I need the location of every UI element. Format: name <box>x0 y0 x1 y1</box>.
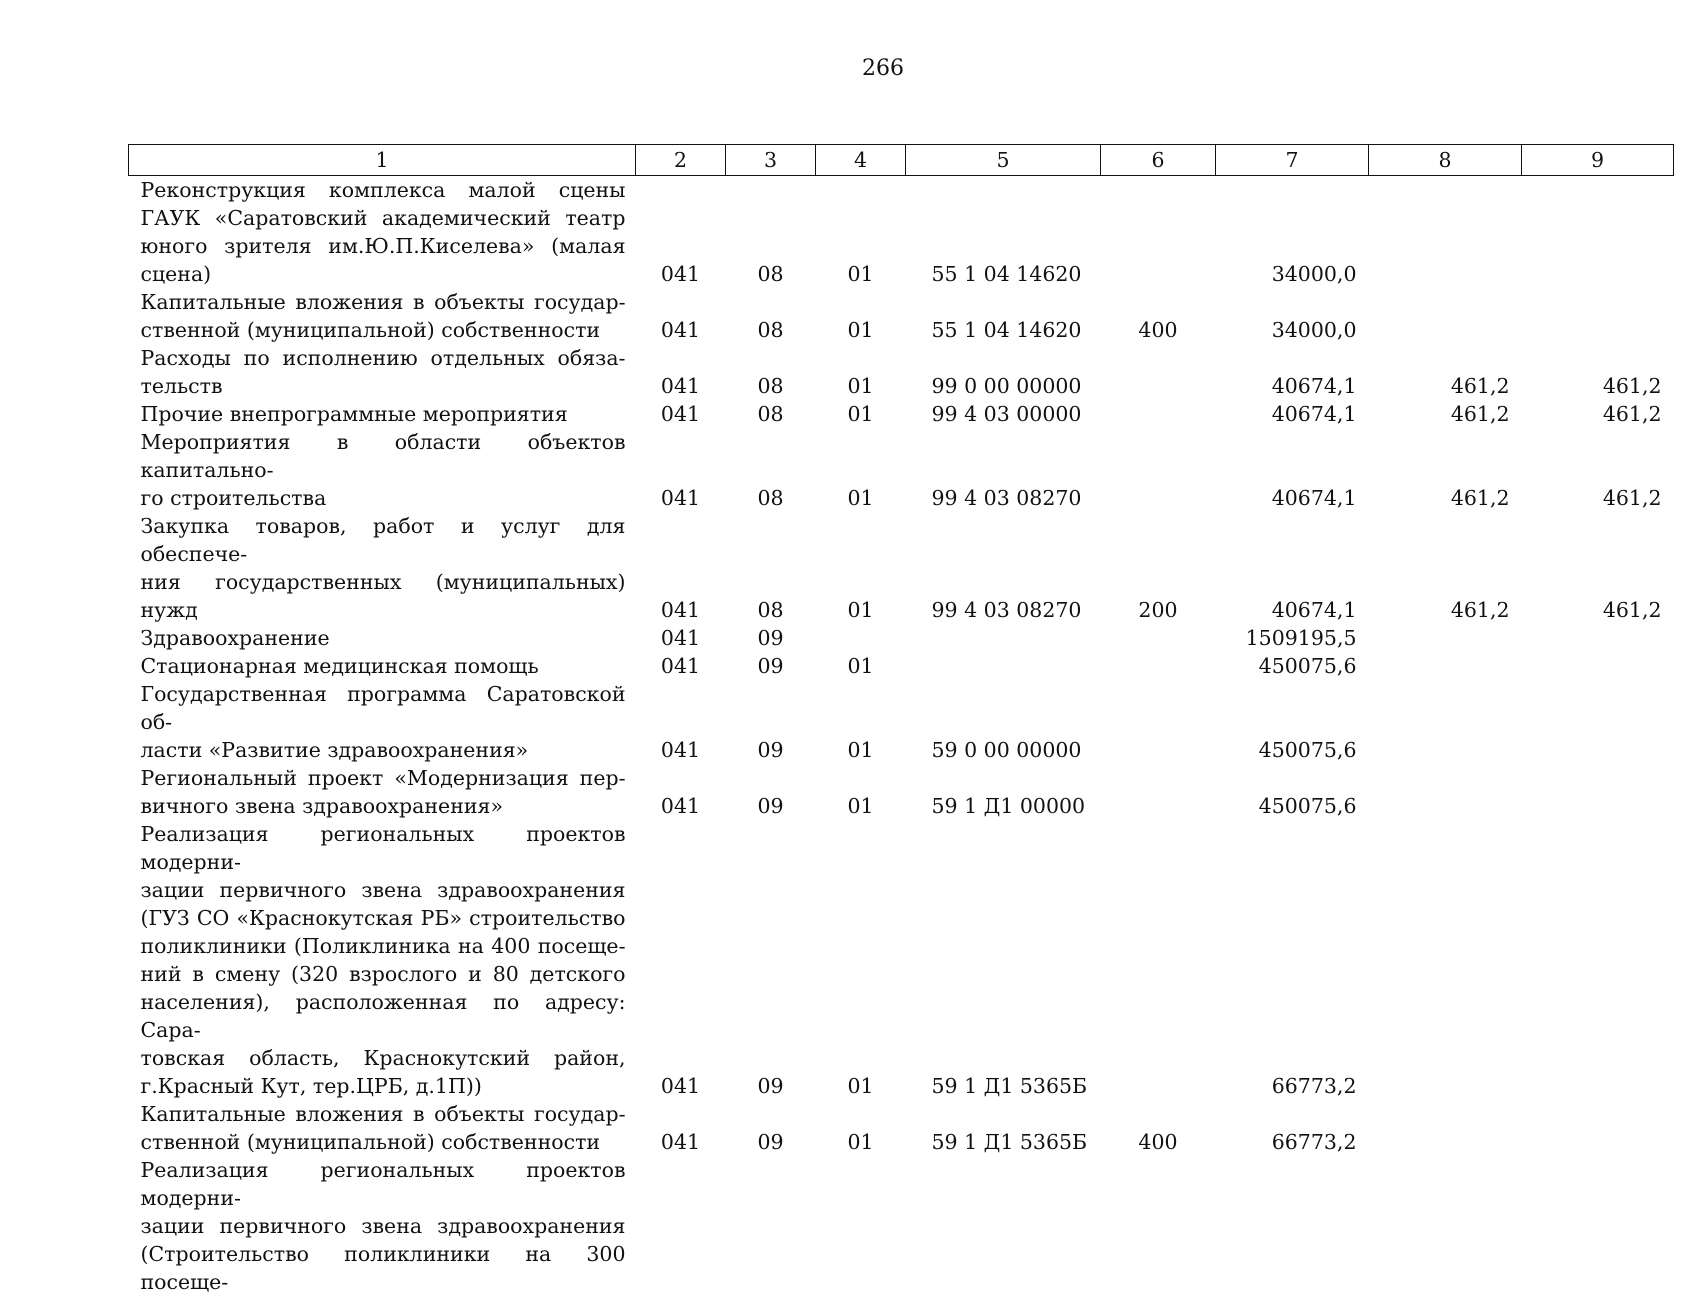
chapter-code-cell: 041 <box>636 288 726 344</box>
table-row <box>129 820 1674 1100</box>
description-line: Мероприятия в области объектов капитально- <box>141 428 626 484</box>
description-line: Стационарная медицинская помощь <box>141 652 626 680</box>
target-article-cell: 99 4 03 08270 <box>906 428 1101 512</box>
subsection-code-cell: 01 <box>816 400 906 428</box>
expense-type-cell: 400 <box>1101 1100 1216 1156</box>
description-cell <box>129 176 636 289</box>
amount-next-year-cell <box>1369 624 1522 652</box>
section-code-cell: 09 <box>726 624 816 652</box>
section-code-cell: 08 <box>726 288 816 344</box>
amount-second-year-cell <box>1522 624 1674 652</box>
amount-next-year-cell: 461,2 <box>1369 400 1522 428</box>
description-line: (Строительство поликлиники на 300 посеще- <box>141 1240 626 1296</box>
amount-cell: 40674,1 <box>1216 428 1369 512</box>
section-code-cell: 08 <box>726 512 816 624</box>
header-cell: 1 <box>129 145 636 176</box>
description-line: Реализация региональных проектов модерни- <box>141 820 626 876</box>
amount-second-year-cell <box>1522 820 1674 1100</box>
amount-next-year-cell: 461,2 <box>1369 428 1522 512</box>
target-article-cell: 55 1 04 14620 <box>906 176 1101 289</box>
target-article-cell: 99 0 00 00000 <box>906 344 1101 400</box>
table-row <box>129 624 1674 652</box>
description-cell <box>129 344 636 400</box>
description-line: г.Красный Кут, тер.ЦРБ, д.1П)) <box>141 1072 626 1100</box>
table-row <box>129 680 1674 764</box>
description-cell <box>129 820 636 1100</box>
description-line: ГАУК «Саратовский академический театр <box>141 204 626 232</box>
description-cell <box>129 288 636 344</box>
section-code-cell: 09 <box>726 764 816 820</box>
description-line: Региональный проект «Модернизация пер- <box>141 764 626 792</box>
target-article-cell: 59 1 Д1 5365Б <box>906 820 1101 1100</box>
amount-cell: 40674,1 <box>1216 344 1369 400</box>
amount-next-year-cell <box>1369 680 1522 764</box>
description-line: тельств <box>141 372 626 400</box>
expense-type-cell <box>1101 176 1216 289</box>
amount-next-year-cell <box>1369 288 1522 344</box>
description-line: Здравоохранение <box>141 624 626 652</box>
description-line: ственной (муниципальной) собственности <box>141 1128 626 1156</box>
budget-table <box>128 144 1674 1296</box>
description-line: зации первичного звена здравоохранения <box>141 876 626 904</box>
table-row <box>129 288 1674 344</box>
description-line: сцена) <box>141 260 626 288</box>
header-cell: 5 <box>906 145 1101 176</box>
amount-next-year-cell <box>1369 820 1522 1100</box>
description-line: населения), расположенная по адресу: Сара- <box>141 988 626 1044</box>
amount-second-year-cell: 461,2 <box>1522 344 1674 400</box>
amount-next-year-cell: 461,2 <box>1369 344 1522 400</box>
chapter-code-cell: 041 <box>636 764 726 820</box>
table-body <box>129 176 1674 1296</box>
amount-cell: 40674,1 <box>1216 400 1369 428</box>
subsection-code-cell: 01 <box>816 820 906 1100</box>
expense-type-cell <box>1101 624 1216 652</box>
expense-type-cell: 200 <box>1101 512 1216 624</box>
amount-next-year-cell <box>1369 1156 1522 1296</box>
amount-cell: 40674,1 <box>1216 512 1369 624</box>
expense-type-cell <box>1101 400 1216 428</box>
subsection-code-cell <box>816 1156 906 1296</box>
description-line: вичного звена здравоохранения» <box>141 792 626 820</box>
amount-cell: 1509195,5 <box>1216 624 1369 652</box>
amount-cell: 450075,6 <box>1216 652 1369 680</box>
subsection-code-cell: 01 <box>816 428 906 512</box>
subsection-code-cell: 01 <box>816 344 906 400</box>
amount-cell: 34000,0 <box>1216 176 1369 289</box>
chapter-code-cell: 041 <box>636 512 726 624</box>
table-row <box>129 652 1674 680</box>
chapter-code-cell: 041 <box>636 652 726 680</box>
amount-second-year-cell <box>1522 652 1674 680</box>
target-article-cell: 59 1 Д1 5365Б <box>906 1100 1101 1156</box>
target-article-cell: 99 4 03 08270 <box>906 512 1101 624</box>
section-code-cell: 09 <box>726 652 816 680</box>
header-cell: 6 <box>1101 145 1216 176</box>
subsection-code-cell: 01 <box>816 652 906 680</box>
target-article-cell: 99 4 03 00000 <box>906 400 1101 428</box>
description-line: товская область, Краснокутский район, <box>141 1044 626 1072</box>
description-line: Реконструкция комплекса малой сцены <box>141 176 626 204</box>
header-cell: 3 <box>726 145 816 176</box>
description-cell <box>129 652 636 680</box>
subsection-code-cell: 01 <box>816 1100 906 1156</box>
amount-cell: 34000,0 <box>1216 288 1369 344</box>
section-code-cell: 08 <box>726 428 816 512</box>
description-line: ласти «Развитие здравоохранения» <box>141 736 626 764</box>
amount-cell <box>1216 1156 1369 1296</box>
section-code-cell: 08 <box>726 176 816 289</box>
description-line: (ГУЗ СО «Краснокутская РБ» строительство <box>141 904 626 932</box>
description-cell <box>129 1100 636 1156</box>
description-line: юного зрителя им.Ю.П.Киселева» (малая <box>141 232 626 260</box>
section-code-cell <box>726 1156 816 1296</box>
description-cell <box>129 1156 636 1296</box>
description-line: Расходы по исполнению отдельных обяза- <box>141 344 626 372</box>
header-cell: 9 <box>1522 145 1674 176</box>
target-article-cell <box>906 652 1101 680</box>
chapter-code-cell: 041 <box>636 176 726 289</box>
expense-type-cell <box>1101 820 1216 1100</box>
description-line: Реализация региональных проектов модерни- <box>141 1156 626 1212</box>
amount-cell: 66773,2 <box>1216 1100 1369 1156</box>
description-line: Капитальные вложения в объекты государ- <box>141 1100 626 1128</box>
expense-type-cell <box>1101 428 1216 512</box>
chapter-code-cell <box>636 1156 726 1296</box>
expense-type-cell: 400 <box>1101 288 1216 344</box>
expense-type-cell <box>1101 344 1216 400</box>
description-line: Прочие внепрограммные мероприятия <box>141 400 626 428</box>
chapter-code-cell: 041 <box>636 624 726 652</box>
amount-second-year-cell <box>1522 288 1674 344</box>
description-cell <box>129 680 636 764</box>
section-code-cell: 09 <box>726 680 816 764</box>
amount-next-year-cell <box>1369 1100 1522 1156</box>
chapter-code-cell: 041 <box>636 428 726 512</box>
amount-cell: 66773,2 <box>1216 820 1369 1100</box>
amount-next-year-cell: 461,2 <box>1369 512 1522 624</box>
table-row <box>129 400 1674 428</box>
table-row <box>129 512 1674 624</box>
expense-type-cell <box>1101 652 1216 680</box>
section-code-cell: 08 <box>726 400 816 428</box>
target-article-cell <box>906 624 1101 652</box>
chapter-code-cell: 041 <box>636 820 726 1100</box>
chapter-code-cell: 041 <box>636 680 726 764</box>
chapter-code-cell: 041 <box>636 400 726 428</box>
section-code-cell: 09 <box>726 820 816 1100</box>
table-row <box>129 764 1674 820</box>
amount-second-year-cell: 461,2 <box>1522 428 1674 512</box>
chapter-code-cell: 041 <box>636 1100 726 1156</box>
subsection-code-cell: 01 <box>816 176 906 289</box>
target-article-cell: 59 1 Д1 00000 <box>906 764 1101 820</box>
description-cell <box>129 400 636 428</box>
description-line: поликлиники (Поликлиника на 400 посеще- <box>141 932 626 960</box>
header-cell: 8 <box>1369 145 1522 176</box>
header-cell: 4 <box>816 145 906 176</box>
subsection-code-cell: 01 <box>816 288 906 344</box>
description-line: Закупка товаров, работ и услуг для обеспече- <box>141 512 626 568</box>
table-row <box>129 428 1674 512</box>
expense-type-cell <box>1101 680 1216 764</box>
description-cell <box>129 428 636 512</box>
amount-cell: 450075,6 <box>1216 680 1369 764</box>
amount-second-year-cell <box>1522 176 1674 289</box>
description-line: ния государственных (муниципальных) нужд <box>141 568 626 624</box>
subsection-code-cell <box>816 624 906 652</box>
header-cell: 2 <box>636 145 726 176</box>
amount-cell: 450075,6 <box>1216 764 1369 820</box>
expense-type-cell <box>1101 764 1216 820</box>
description-line: зации первичного звена здравоохранения <box>141 1212 626 1240</box>
chapter-code-cell: 041 <box>636 344 726 400</box>
subsection-code-cell: 01 <box>816 680 906 764</box>
amount-second-year-cell <box>1522 1156 1674 1296</box>
amount-next-year-cell <box>1369 652 1522 680</box>
section-code-cell: 08 <box>726 344 816 400</box>
description-line: ний в смену (320 взрослого и 80 детского <box>141 960 626 988</box>
description-cell <box>129 512 636 624</box>
header-cell: 7 <box>1216 145 1369 176</box>
amount-second-year-cell <box>1522 1100 1674 1156</box>
target-article-cell: 59 0 00 00000 <box>906 680 1101 764</box>
subsection-code-cell: 01 <box>816 512 906 624</box>
table-row <box>129 176 1674 289</box>
description-line: ственной (муниципальной) собственности <box>141 316 626 344</box>
expense-type-cell <box>1101 1156 1216 1296</box>
header-row <box>129 145 1674 176</box>
description-line: Капитальные вложения в объекты государ- <box>141 288 626 316</box>
amount-next-year-cell <box>1369 764 1522 820</box>
amount-second-year-cell: 461,2 <box>1522 400 1674 428</box>
page-number: 266 <box>0 56 1697 81</box>
table-row <box>129 1100 1674 1156</box>
subsection-code-cell: 01 <box>816 764 906 820</box>
target-article-cell <box>906 1156 1101 1296</box>
section-code-cell: 09 <box>726 1100 816 1156</box>
target-article-cell: 55 1 04 14620 <box>906 288 1101 344</box>
amount-second-year-cell: 461,2 <box>1522 512 1674 624</box>
description-cell <box>129 624 636 652</box>
description-line: го строительства <box>141 484 626 512</box>
description-cell <box>129 764 636 820</box>
table-row <box>129 1156 1674 1296</box>
table-row <box>129 344 1674 400</box>
amount-next-year-cell <box>1369 176 1522 289</box>
amount-second-year-cell <box>1522 680 1674 764</box>
description-line: Государственная программа Саратовской об- <box>141 680 626 736</box>
amount-second-year-cell <box>1522 764 1674 820</box>
